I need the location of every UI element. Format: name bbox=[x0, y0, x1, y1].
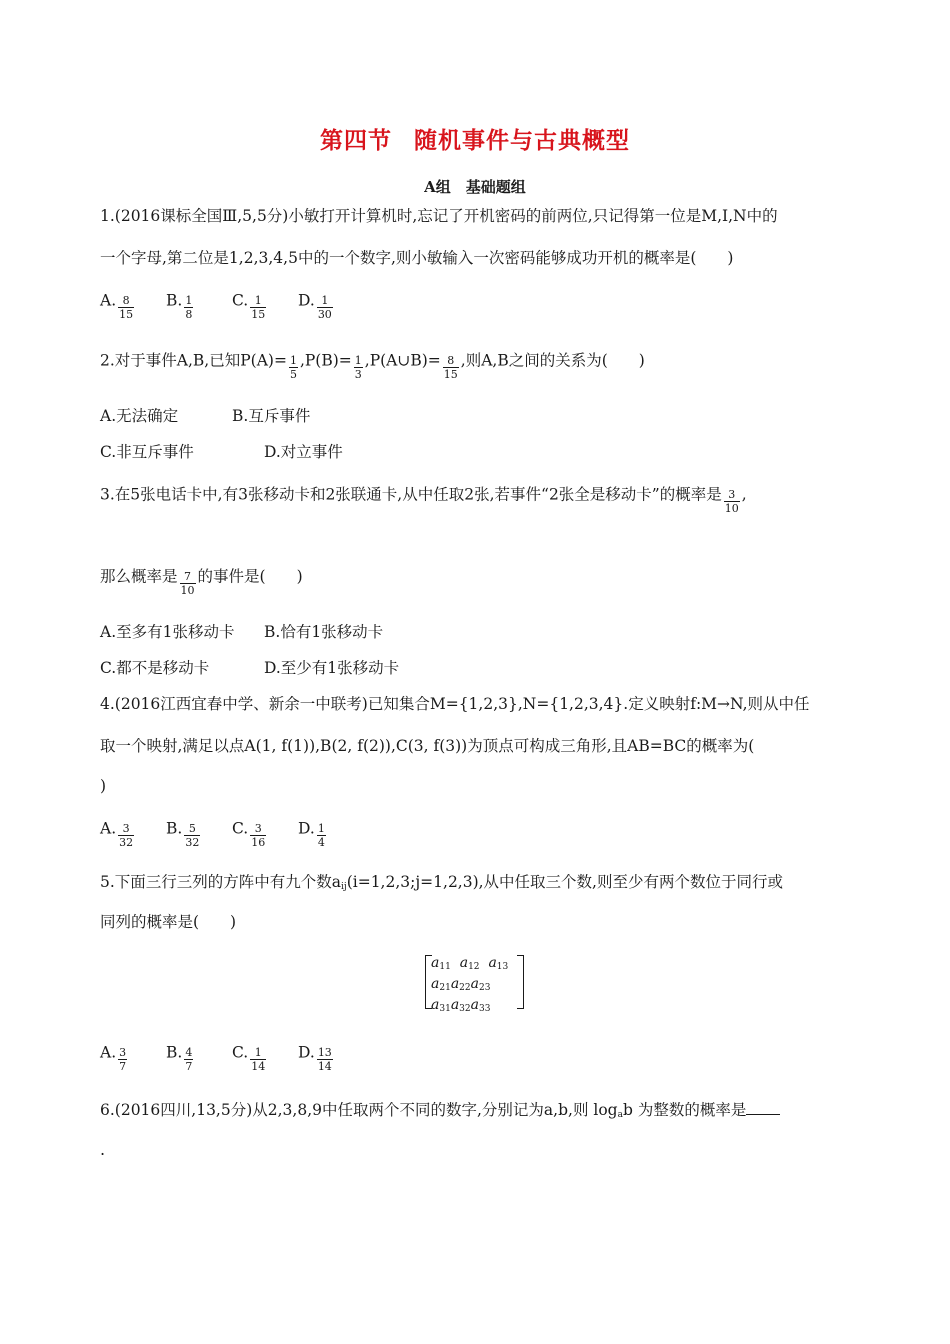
q5-option-d[interactable]: D. $\frac{13}{14}$ bbox=[298, 1043, 332, 1073]
q5-option-b[interactable]: B. $\frac{4}{7}$ bbox=[166, 1043, 193, 1073]
q3-line1: 3.在5张电话卡中,有3张移动卡和2张联通卡,从中任取2张,若事件“2张全是移动卡”的概率是 $\frac{3}{10}$ , bbox=[100, 485, 747, 515]
q1-options bbox=[100, 288, 364, 321]
section-name: 随机事件与古典概型 bbox=[414, 127, 630, 154]
section-title bbox=[0, 122, 950, 155]
q1-line2: 一个字母,第二位是1,2,3,4,5中的一个数字,则小敏输入一次密码能够成功开机的概率是( ) bbox=[100, 249, 734, 267]
q1-option-c[interactable]: C. $\frac{1}{15}$ bbox=[232, 291, 266, 321]
q5-option-c[interactable]: C. $\frac{1}{14}$ bbox=[232, 1043, 266, 1073]
q2-option-a[interactable]: A.无法确定 bbox=[100, 407, 179, 425]
group-heading: A组 基础题组 bbox=[424, 178, 526, 196]
q5-line1: 5.下面三行三列的方阵中有九个数$a_{ij}(i=1,2,3;j=1,2,3)$,从中任取三个数,则至少有两个数位于同行或 bbox=[100, 873, 783, 892]
q6-answer-blank[interactable] bbox=[746, 1100, 780, 1115]
q5-line2: 同列的概率是( ) bbox=[100, 913, 237, 931]
q1-option-a[interactable]: A. $\frac{8}{15}$ bbox=[100, 291, 134, 321]
q2-pab-fraction: $\frac{8}{15}$ bbox=[443, 354, 458, 381]
q3-p2-fraction: $\frac{7}{10}$ bbox=[180, 570, 195, 597]
q3-option-d[interactable]: D.至少有1张移动卡 bbox=[264, 659, 400, 677]
q4-line3: ) bbox=[100, 777, 107, 795]
q3-option-a[interactable]: A.至多有1张移动卡 bbox=[100, 623, 235, 641]
q3-option-c[interactable]: C.都不是移动卡 bbox=[100, 659, 210, 677]
q4-option-b[interactable]: B. $\frac{5}{32}$ bbox=[166, 819, 200, 849]
q1-option-d[interactable]: D. $\frac{1}{30}$ bbox=[298, 291, 332, 321]
q2-pa-fraction: $\frac{1}{5}$ bbox=[289, 354, 297, 381]
q2-option-b[interactable]: B.互斥事件 bbox=[232, 407, 311, 425]
q4-option-d[interactable]: D. $\frac{1}{4}$ bbox=[298, 819, 325, 849]
q4-options bbox=[100, 816, 364, 849]
q5-option-a[interactable]: A. $\frac{3}{7}$ bbox=[100, 1043, 127, 1073]
q6-line2: . bbox=[100, 1140, 106, 1159]
matrix-right-bracket bbox=[517, 955, 524, 1009]
q5-options bbox=[100, 1040, 364, 1073]
q2-option-d[interactable]: D.对立事件 bbox=[264, 443, 343, 461]
q1-line1: 1.(2016课标全国Ⅲ,5,5分)小敏打开计算机时,忘记了开机密码的前两位,只记得第一位是M,I,N中的 bbox=[100, 207, 778, 225]
q3-option-b[interactable]: B.恰有1张移动卡 bbox=[264, 623, 384, 641]
q2-stem: 2.对于事件A,B,已知P(A)= $\frac{1}{5}$ ,P(B)= $\frac{1}{3}$ ,P(A∪B)= $\frac{8}{15}$ ,则A,B之间的关系为( ) bbox=[100, 351, 645, 381]
q4-line1: 4.(2016江西宜春中学、新余一中联考)已知集合M={1,2,3},N={1,2,3,4}.定义映射f:M→N,则从中任 bbox=[100, 695, 810, 713]
q2-option-c[interactable]: C.非互斥事件 bbox=[100, 443, 194, 461]
q2-pb-fraction: $\frac{1}{3}$ bbox=[354, 354, 362, 381]
q3-line2: 那么概率是 $\frac{7}{10}$ 的事件是( ) bbox=[100, 567, 303, 597]
q4-option-c[interactable]: C. $\frac{3}{16}$ bbox=[232, 819, 266, 849]
matrix-row: $a_{31}a_{32}a_{33}$ bbox=[431, 997, 491, 1014]
matrix-row: $a_{11}$ $a_{12}$ $a_{13}$ bbox=[431, 955, 509, 972]
q1-option-b[interactable]: B. $\frac{1}{8}$ bbox=[166, 291, 193, 321]
q4-line2: 取一个映射,满足以点A(1, f(1)),B(2, f(2)),C(3, f(3))为顶点可构成三角形,且AB=BC的概率为( bbox=[100, 737, 755, 755]
q6-line1: 6.(2016四川,13,5分)从2,3,8,9中任取两个不同的数字,分别记为a,b,则 $\log_ab$ 为整数的概率是 bbox=[100, 1100, 780, 1125]
q3-p1-fraction: $\frac{3}{10}$ bbox=[724, 488, 739, 515]
section-number: 第四节 bbox=[320, 127, 392, 154]
matrix-row: $a_{21}a_{22}a_{23}$ bbox=[431, 976, 491, 993]
q4-option-a[interactable]: A. $\frac{3}{32}$ bbox=[100, 819, 134, 849]
